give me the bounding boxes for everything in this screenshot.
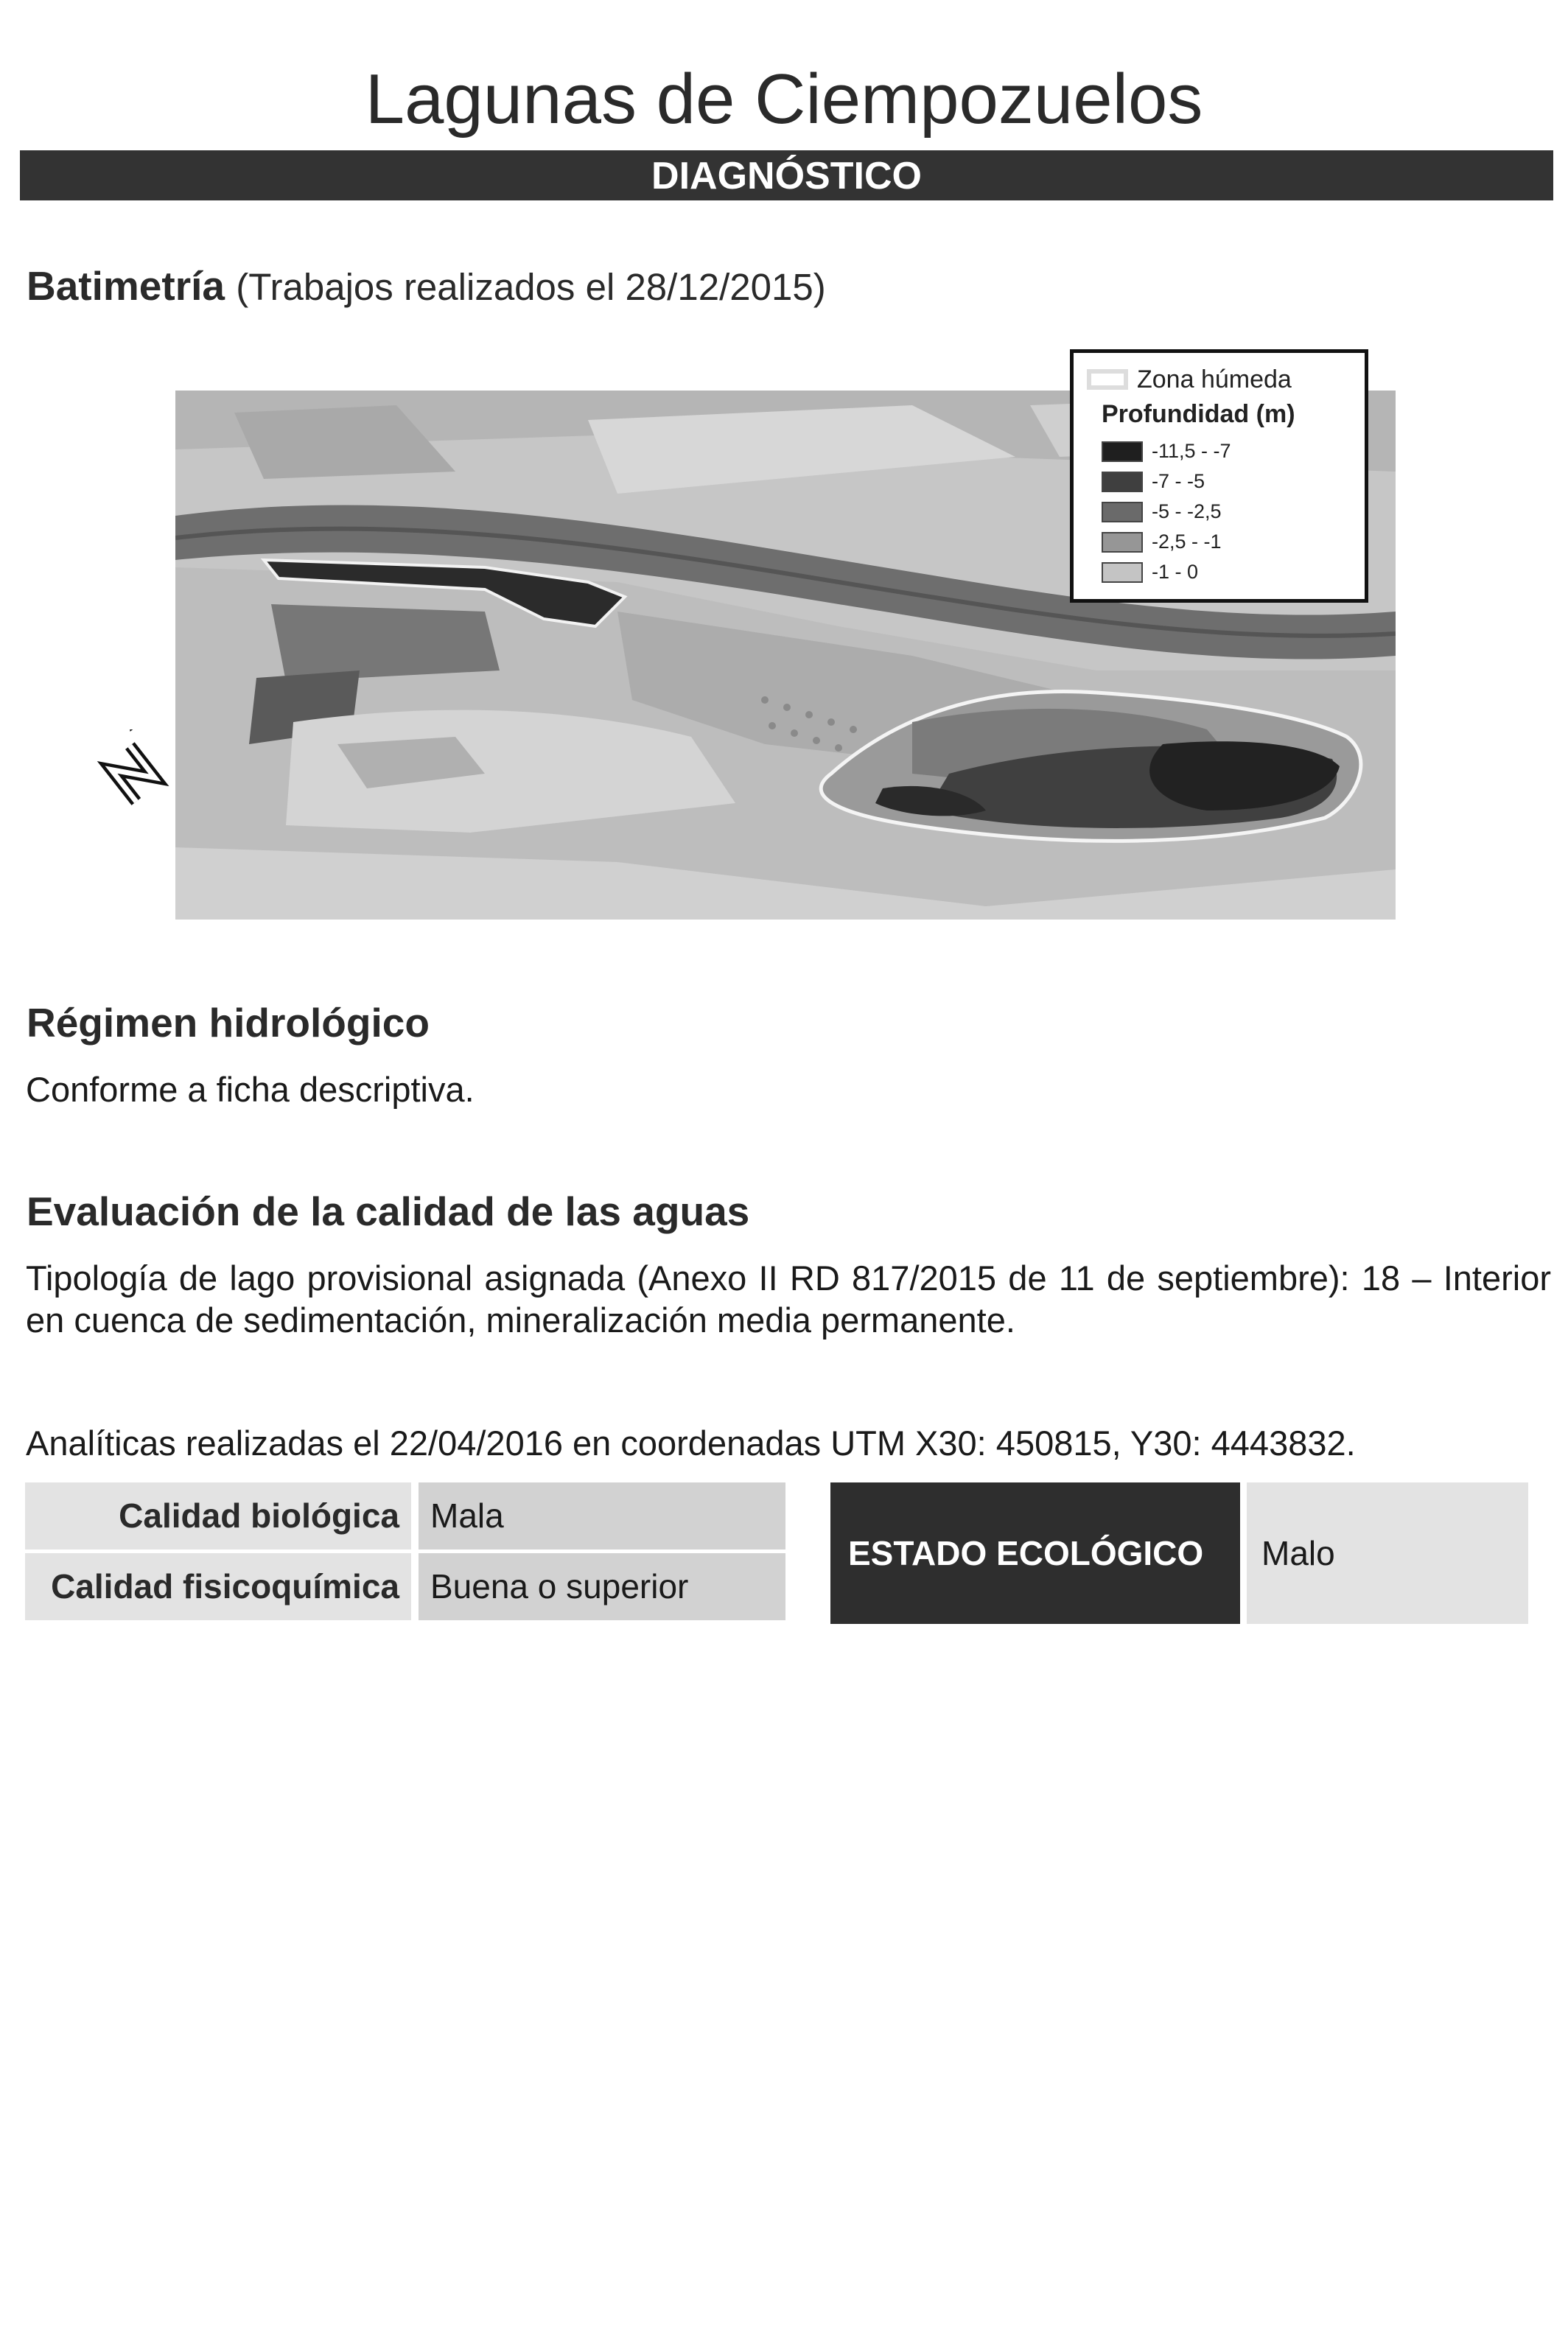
regimen-heading: Régimen hidrológico (27, 1000, 430, 1046)
legend-item (1102, 497, 1351, 527)
legend-label: -1 - 0 (1152, 561, 1199, 583)
calidad-fisicoquimica-value: Buena o superior (419, 1553, 785, 1620)
batimetria-title: Batimetría (27, 263, 225, 309)
legend-title: Profundidad (m) (1102, 400, 1295, 428)
legend-swatch (1102, 532, 1143, 553)
quality-table (25, 1482, 785, 1624)
legend-wet-zone (1087, 363, 1351, 396)
legend-item (1102, 527, 1351, 557)
legend-swatch (1102, 502, 1143, 522)
estado-ecologico-label: ESTADO ECOLÓGICO (830, 1482, 1240, 1624)
calidad-heading: Evaluación de la calidad de las aguas (27, 1188, 750, 1234)
wet-zone-swatch (1087, 369, 1128, 390)
calidad-biologica-value: Mala (419, 1482, 785, 1550)
legend-label: -2,5 - -1 (1152, 531, 1222, 553)
calidad-fisicoquimica-label: Calidad fisicoquímica (25, 1553, 411, 1620)
batimetria-heading (27, 262, 826, 309)
legend-swatch (1102, 441, 1143, 462)
section-banner: DIAGNÓSTICO (20, 150, 1553, 200)
calidad-biologica-label: Calidad biológica (25, 1482, 411, 1550)
batimetria-date: (Trabajos realizados el 28/12/2015) (236, 266, 826, 308)
legend-item (1102, 436, 1351, 466)
legend-label: -5 - -2,5 (1152, 500, 1222, 522)
legend-item (1102, 466, 1351, 497)
legend-label: -11,5 - -7 (1152, 440, 1231, 462)
regimen-text: Conforme a ficha descriptiva. (26, 1070, 475, 1109)
legend-label: -7 - -5 (1152, 470, 1205, 492)
tipologia-text: Tipología de lago provisional asignada (Anexo II RD 817/2015 de 11 de septiembre): 18 – Interior en cuenca de sedimentación, mineralización media permanente. (26, 1258, 1551, 1340)
map-legend (1070, 349, 1368, 603)
legend-swatch (1102, 472, 1143, 492)
legend-swatch (1102, 562, 1143, 583)
page-title: Lagunas de Ciempozuelos (365, 60, 1203, 139)
table-row (25, 1553, 785, 1620)
estado-ecologico-value: Malo (1247, 1482, 1528, 1624)
table-row (25, 1482, 785, 1550)
analiticas-text: Analíticas realizadas el 22/04/2016 en coordenadas UTM X30: 450815, Y30: 4443832. (26, 1424, 1356, 1463)
wet-zone-label: Zona húmeda (1137, 365, 1292, 393)
legend-item (1102, 557, 1351, 587)
north-arrow-icon (94, 729, 175, 810)
